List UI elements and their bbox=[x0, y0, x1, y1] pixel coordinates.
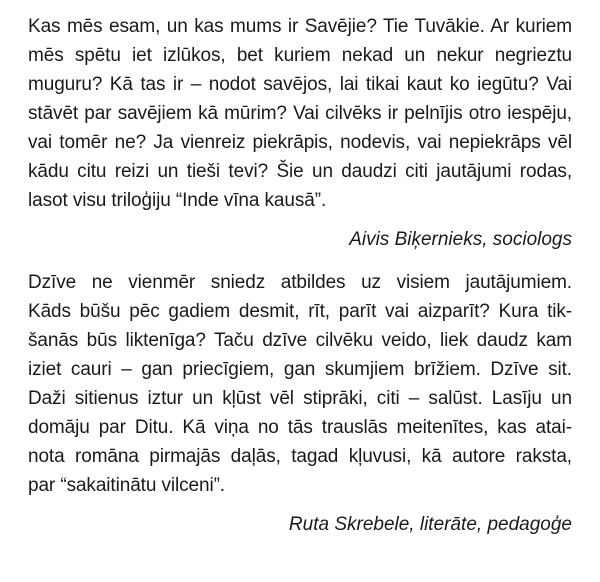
quote-2-line: domāju par Ditu. Kā viņa no tās trauslās meitenītes, kas atai- bbox=[28, 417, 572, 438]
quote-2-line: Kāds būšu pēc gadiem desmit, rīt, parīt vai aizparīt? Kura tik- bbox=[28, 301, 572, 322]
quote-1-line: vai tomēr ne? Ja vienreiz piekrāpis, nodevis, vai nepiekrāps vēl bbox=[28, 132, 572, 153]
quote-2 bbox=[28, 268, 572, 500]
quote-1-attribution: Aivis Biķernieks, sociologs bbox=[349, 229, 572, 250]
quote-2-attribution: Ruta Skrebele, literāte, pedagoģe bbox=[288, 514, 572, 535]
quote-2-line: par “sakaitinātu vilceni”. bbox=[28, 475, 225, 496]
quote-2-line: Daži sitienus iztur un kļūst vēl stiprāki, citi – salūst. Lasīju un bbox=[28, 388, 572, 409]
quote-1 bbox=[28, 12, 572, 215]
quote-2-line: nota romāna pirmajās daļās, tagad kļuvusi, kā autore raksta, bbox=[28, 446, 572, 467]
quote-1-line: stāvēt par savējiem kā mūrim? Vai cilvēks ir pelnījis otro iespēju, bbox=[28, 103, 572, 124]
quote-1-line: lasot visu triloģiju “Inde vīna kausā”. bbox=[28, 190, 327, 211]
quote-1-line: muguru? Kā tas ir – nodot savējos, lai tikai kaut ko iegūtu? Vai bbox=[28, 74, 572, 95]
quote-2-line: iziet cauri – gan priecīgiem, gan skumjiem brīžiem. Dzīve sit. bbox=[28, 359, 572, 380]
quote-1-line: kādu citu reizi un tieši tevi? Šie un daudzi citi jautājumi rodas, bbox=[28, 161, 572, 182]
quote-2-line: Dzīve ne vienmēr sniedz atbildes uz visiem jautājumiem. bbox=[28, 272, 572, 293]
quote-2-line: šanās būs liktenīga? Taču dzīve cilvēku veido, liek daudz kam bbox=[28, 330, 572, 351]
quote-1-line: Kas mēs esam, un kas mums ir Savējie? Tie Tuvākie. Ar kuriem bbox=[28, 16, 572, 37]
quote-1-line: mēs spētu iet izlūkos, bet kuriem nekad un nekur negrieztu bbox=[28, 45, 572, 66]
